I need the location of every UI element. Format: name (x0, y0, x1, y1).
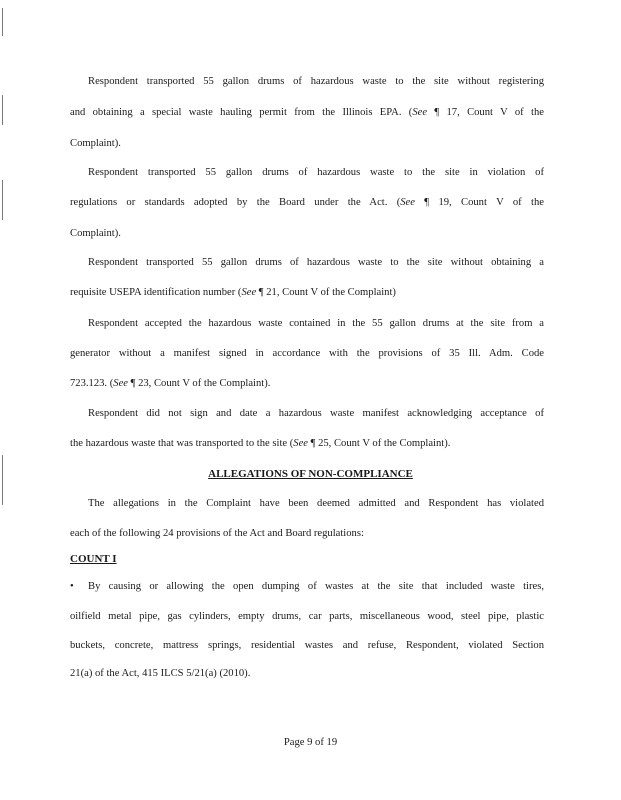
paragraph-5-line-2: the hazardous waste that was transported to the site (See ¶ 25, Count V of the Complaint). (70, 438, 451, 449)
scan-edge-mark (2, 8, 3, 36)
paragraph-1-line-1: Respondent transported 55 gallon drums of hazardous waste to the site without registering (88, 76, 544, 87)
paragraph-1-line-3: Complaint). (70, 138, 121, 149)
intro-line-2: each of the following 24 provisions of the Act and Board regulations: (70, 528, 364, 539)
page-number: Page 9 of 19 (283, 737, 338, 748)
count-heading: COUNT I (70, 553, 117, 565)
intro-line-1: The allegations in the Complaint have been deemed admitted and Respondent has violated (88, 498, 544, 509)
section-heading: ALLEGATIONS OF NON-COMPLIANCE (208, 468, 413, 480)
scan-edge-mark (2, 455, 3, 505)
paragraph-3-line-1: Respondent transported 55 gallon drums of hazardous waste to the site without obtaining a (88, 257, 544, 268)
count-paragraph-line-4: 21(a) of the Act, 415 ILCS 5/21(a) (2010). (70, 668, 251, 679)
bullet-icon: • (70, 581, 74, 592)
paragraph-4-line-3: 723.123. (See ¶ 23, Count V of the Complaint). (70, 378, 271, 389)
paragraph-3-line-2: requisite USEPA identification number (See ¶ 21, Count V of the Complaint) (70, 287, 396, 298)
count-paragraph-line-3: buckets, concrete, mattress springs, residential wastes and refuse, Respondent, violated Section (70, 640, 544, 651)
paragraph-4-line-2: generator without a manifest signed in accordance with the provisions of 35 Ill. Adm. Code (70, 348, 544, 359)
paragraph-2-line-1: Respondent transported 55 gallon drums of hazardous waste to the site in violation of (88, 167, 544, 178)
scan-edge-mark (2, 180, 3, 220)
paragraph-2-line-2: regulations or standards adopted by the Board under the Act. (See ¶ 19, Count V of the (70, 197, 544, 208)
count-paragraph-line-2: oilfield metal pipe, gas cylinders, empty drums, car parts, miscellaneous wood, steel pipe, plastic (70, 611, 544, 622)
scan-edge-mark (2, 95, 3, 125)
paragraph-5-line-1: Respondent did not sign and date a hazardous waste manifest acknowledging acceptance of (88, 408, 544, 419)
count-paragraph-line-1: By causing or allowing the open dumping of wastes at the site that included waste tires, (88, 581, 544, 592)
paragraph-1-line-2: and obtaining a special waste hauling permit from the Illinois EPA. (See ¶ 17, Count V of the (70, 107, 544, 118)
paragraph-4-line-1: Respondent accepted the hazardous waste contained in the 55 gallon drums at the site from a (88, 318, 544, 329)
paragraph-2-line-3: Complaint). (70, 228, 121, 239)
